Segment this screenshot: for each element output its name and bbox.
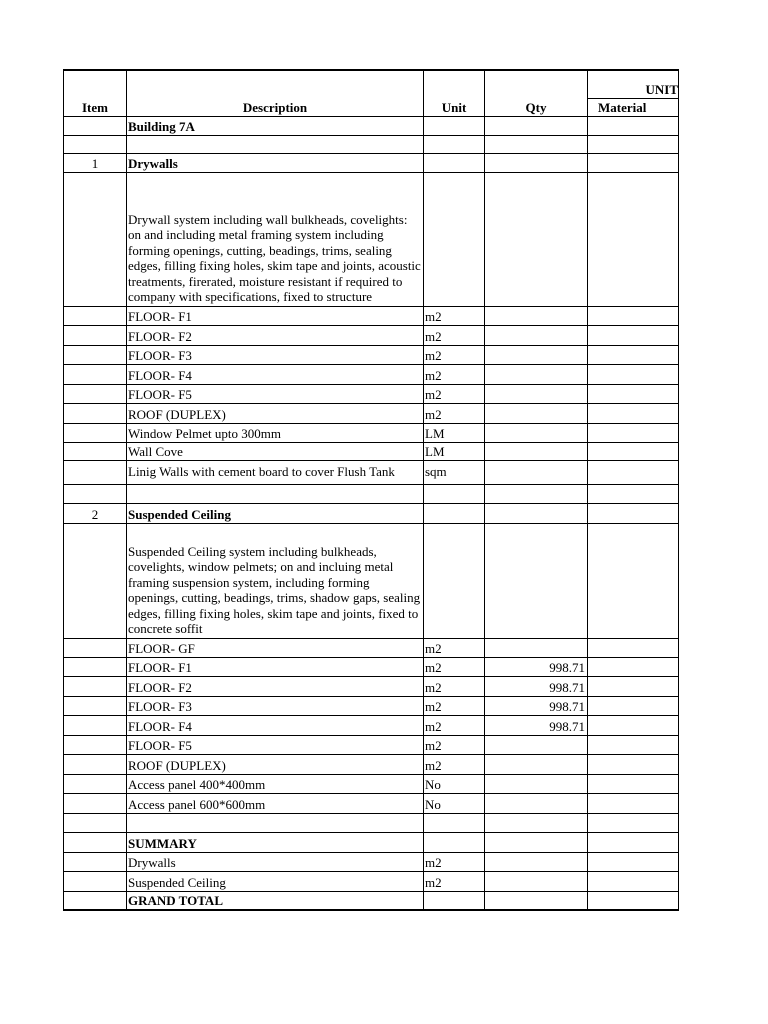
row-unit: LM bbox=[424, 423, 485, 442]
row-description: FLOOR- F4 bbox=[127, 364, 424, 384]
section-description: Drywall system including wall bulkheads, covelights: on and including metal framing system including forming openings, cutting, beadings, trims, sealing edges, filling fixing holes, skim tape and joints, acoustic treatments, firerated, moisture resistant if required to company with specifications, fixed to structure bbox=[127, 172, 424, 306]
header-qty: Qty bbox=[485, 70, 588, 116]
boq-table bbox=[63, 69, 679, 911]
row-unit: LM bbox=[424, 442, 485, 460]
table-row bbox=[64, 638, 679, 657]
row-unit: m2 bbox=[424, 364, 485, 384]
row-unit: m2 bbox=[424, 384, 485, 403]
table-row bbox=[64, 325, 679, 345]
row-description: Access panel 400*400mm bbox=[127, 774, 424, 793]
table-row bbox=[64, 735, 679, 754]
row-qty: 998.71 bbox=[485, 715, 588, 735]
section-description-row bbox=[64, 172, 679, 306]
table-row bbox=[64, 460, 679, 484]
row-description: Drywalls bbox=[127, 852, 424, 871]
row-unit: m2 bbox=[424, 715, 485, 735]
row-unit: m2 bbox=[424, 403, 485, 423]
row-unit: m2 bbox=[424, 696, 485, 715]
table-row bbox=[64, 403, 679, 423]
table-row bbox=[64, 345, 679, 364]
row-unit: m2 bbox=[424, 852, 485, 871]
row-description: Suspended Ceiling bbox=[127, 871, 424, 891]
row-description: FLOOR- F3 bbox=[127, 696, 424, 715]
row-unit: m2 bbox=[424, 676, 485, 696]
table-row bbox=[64, 657, 679, 676]
row-description: Wall Cove bbox=[127, 442, 424, 460]
row-unit: sqm bbox=[424, 460, 485, 484]
row-qty: 998.71 bbox=[485, 696, 588, 715]
row-description: Access panel 600*600mm bbox=[127, 793, 424, 813]
row-unit: m2 bbox=[424, 638, 485, 657]
row-description: ROOF (DUPLEX) bbox=[127, 403, 424, 423]
row-unit: m2 bbox=[424, 754, 485, 774]
row-description: FLOOR- F1 bbox=[127, 306, 424, 325]
table-row bbox=[64, 813, 679, 832]
table-row bbox=[64, 306, 679, 325]
header-row-top bbox=[64, 70, 679, 98]
row-description: FLOOR- F1 bbox=[127, 657, 424, 676]
row-description: FLOOR- GF bbox=[127, 638, 424, 657]
header-material: Material bbox=[588, 98, 679, 116]
row-unit: m2 bbox=[424, 657, 485, 676]
table-row bbox=[64, 793, 679, 813]
row-description: Linig Walls with cement board to cover Flush Tank bbox=[127, 460, 424, 484]
row-qty: 998.71 bbox=[485, 676, 588, 696]
row-description: FLOOR- F2 bbox=[127, 325, 424, 345]
table-row bbox=[64, 423, 679, 442]
row-qty: 998.71 bbox=[485, 657, 588, 676]
table-row bbox=[64, 871, 679, 891]
section-description: Suspended Ceiling system including bulkheads, covelights, window pelmets; on and incluing metal framing suspension system, including forming openings, cutting, beadings, trims, shadow gaps, sealing edges, filling fixing holes, skim tape and joints, fixed to concrete soffit bbox=[127, 523, 424, 638]
section-row bbox=[64, 153, 679, 172]
row-description: FLOOR- F4 bbox=[127, 715, 424, 735]
section-number: 1 bbox=[64, 153, 127, 172]
table-row bbox=[64, 364, 679, 384]
header-description: Description bbox=[127, 70, 424, 116]
row-unit: m2 bbox=[424, 735, 485, 754]
table-row bbox=[64, 715, 679, 735]
table-row bbox=[64, 442, 679, 460]
table-row bbox=[64, 754, 679, 774]
grand-total-row bbox=[64, 891, 679, 910]
section-title: Drywalls bbox=[127, 153, 424, 172]
section-title: Suspended Ceiling bbox=[127, 503, 424, 523]
row-unit: m2 bbox=[424, 325, 485, 345]
table-row bbox=[64, 676, 679, 696]
row-unit: m2 bbox=[424, 306, 485, 325]
summary-title: SUMMARY bbox=[127, 832, 424, 852]
boq-sheet bbox=[63, 69, 678, 911]
header-unit-rate bbox=[588, 70, 679, 98]
row-description: ROOF (DUPLEX) bbox=[127, 754, 424, 774]
summary-row bbox=[64, 832, 679, 852]
table-row bbox=[64, 484, 679, 503]
table-row bbox=[64, 852, 679, 871]
section-number: 2 bbox=[64, 503, 127, 523]
section-row bbox=[64, 503, 679, 523]
row-description: FLOOR- F5 bbox=[127, 384, 424, 403]
table-row bbox=[64, 384, 679, 403]
table-row bbox=[64, 696, 679, 715]
row-unit: No bbox=[424, 774, 485, 793]
header-unit: Unit bbox=[424, 70, 485, 116]
header-unit-rate-label: UNIT bbox=[645, 81, 678, 97]
row-description: FLOOR- F5 bbox=[127, 735, 424, 754]
table-row bbox=[64, 774, 679, 793]
table-row bbox=[64, 135, 679, 153]
row-unit: m2 bbox=[424, 871, 485, 891]
row-description: FLOOR- F3 bbox=[127, 345, 424, 364]
row-description: FLOOR- F2 bbox=[127, 676, 424, 696]
grand-total-label: GRAND TOTAL bbox=[127, 891, 424, 910]
section-description-row bbox=[64, 523, 679, 638]
header-item: Item bbox=[64, 70, 127, 116]
row-description: Window Pelmet upto 300mm bbox=[127, 423, 424, 442]
row-unit: m2 bbox=[424, 345, 485, 364]
table-row bbox=[64, 116, 679, 135]
building-title: Building 7A bbox=[127, 116, 424, 135]
row-unit: No bbox=[424, 793, 485, 813]
